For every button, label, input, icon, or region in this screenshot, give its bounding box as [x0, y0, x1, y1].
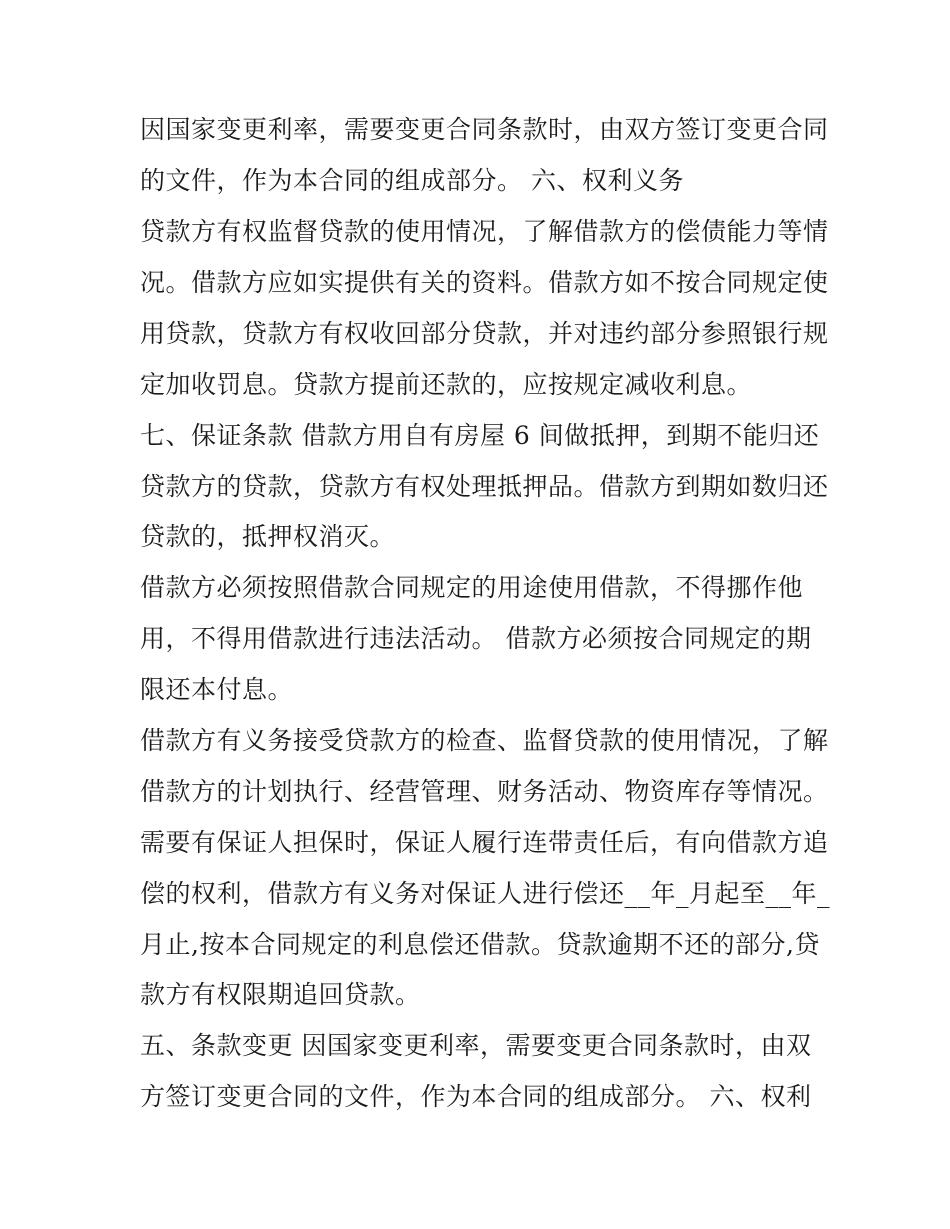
text-line: 五、条款变更 因国家变更利率，需要变更合同条款时，由双 [140, 1031, 812, 1060]
text-line: 贷款方的贷款，贷款方有权处理抵押品。借款方到期如数归还 [140, 472, 829, 501]
text-line: 需要有保证人担保时，保证人履行连带责任后，有向借款方追 [140, 828, 829, 857]
text-line: 方签订变更合同的文件，作为本合同的组成部分。 六、权利 [140, 1082, 812, 1111]
text-line: 况。借款方应如实提供有关的资料。借款方如不按合同规定使 [140, 268, 829, 297]
text-line: 借款方必须按照借款合同规定的用途使用借款，不得挪作他 [140, 573, 804, 602]
text-line: 月止,按本合同规定的利息偿还借款。贷款逾期不还的部分,贷 [140, 930, 820, 959]
text-line: 定加收罚息。贷款方提前还款的，应按规定减收利息。 [140, 370, 753, 399]
text-line: 因国家变更利率，需要变更合同条款时，由双方签订变更合同 [140, 115, 829, 144]
text-line: 款方有权限期追回贷款。 [140, 980, 421, 1009]
text-line: 贷款方有权监督贷款的使用情况，了解借款方的偿债能力等情 [140, 217, 829, 246]
text-line: 限还本付息。 [140, 675, 294, 704]
text-line: 用，不得用借款进行违法活动。 借款方必须按合同规定的期 [140, 624, 812, 653]
text-line: 七、保证条款 借款方用自有房屋 6 间做抵押，到期不能归还 [140, 421, 820, 450]
text-line: 贷款的，抵押权消灭。 [140, 522, 396, 551]
text-line: 偿的权利，借款方有义务对保证人进行偿还__年_月起至__年_ [140, 879, 831, 908]
text-line: 用贷款，贷款方有权收回部分贷款，并对违约部分参照银行规 [140, 319, 829, 348]
text-line: 借款方的计划执行、经营管理、财务活动、物资库存等情况。 [140, 777, 829, 806]
text-line: 借款方有义务接受贷款方的检查、监督贷款的使用情况，了解 [140, 726, 829, 755]
text-line: 的文件，作为本合同的组成部分。 六、权利义务 [140, 166, 684, 195]
